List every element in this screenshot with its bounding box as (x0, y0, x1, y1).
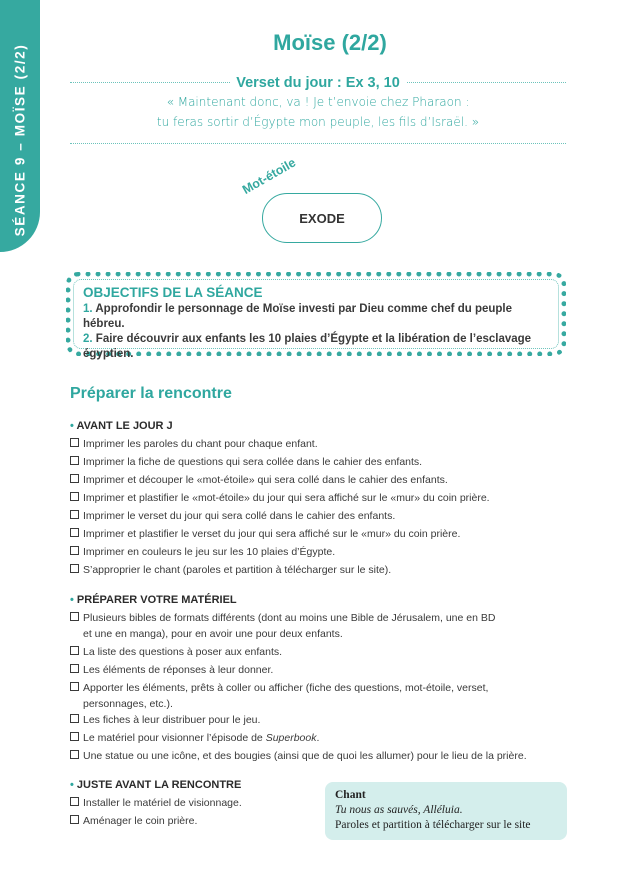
checklist-item (70, 562, 540, 578)
juste-heading (70, 779, 241, 791)
objective-1-num: 1. (83, 303, 93, 315)
checklist-item (70, 680, 540, 696)
objective-1 (83, 302, 549, 332)
side-tab-label: SÉANCE 9 – MOÏSE (2/2) (12, 43, 28, 237)
checklist-item (70, 544, 540, 560)
checklist-item (70, 436, 540, 452)
checkbox[interactable] (70, 682, 79, 691)
avant-heading-text: AVANT LE JOUR J (76, 420, 173, 432)
checklist-text: Installer le matériel de visionnage. (83, 797, 242, 809)
checklist-item (70, 454, 540, 470)
objective-2-text: Faire découvrir aux enfants les 10 plaies d’Égypte et la libération de l’esclavage égyptien. (83, 333, 532, 360)
checklist-text: Imprimer et découper le «mot-étoile» qui sera collé dans le cahier des enfants. (83, 474, 448, 486)
checklist-text: Apporter les éléments, prêts à coller ou afficher (fiche des questions, mot-étoile, verset, (83, 682, 489, 694)
checklist-text: Les fiches à leur distribuer pour le jeu. (83, 714, 261, 726)
chant-title: Chant (335, 789, 366, 801)
checklist-text: Les éléments de réponses à leur donner. (83, 664, 274, 676)
checklist-text: Imprimer et plastifier le «mot-étoile» du jour qui sera affiché sur le «mur» du coin prière. (83, 492, 490, 504)
section-title: Préparer la rencontre (70, 385, 232, 402)
checklist-item-continuation: et une en manga), pour en avoir une pour deux enfants. (83, 628, 343, 640)
checklist-item (70, 795, 310, 811)
checklist-item (70, 712, 540, 728)
checkbox[interactable] (70, 474, 79, 483)
checklist-text: Imprimer les paroles du chant pour chaque enfant. (83, 438, 318, 450)
avant-bullet: • (70, 420, 74, 432)
verse-title: Verset du jour : Ex 3, 10 (230, 75, 406, 91)
chant-lyric: Tu nous as sauvés, Alléluia. (335, 804, 463, 816)
checklist-item (70, 508, 540, 524)
checklist-item (70, 490, 540, 506)
chant-note: Paroles et partition à télécharger sur le site (335, 819, 531, 831)
checkbox[interactable] (70, 714, 79, 723)
checklist-item (70, 526, 540, 542)
materiel-bullet: • (70, 594, 74, 606)
objective-1-text: Approfondir le personnage de Moïse investi par Dieu comme chef du peuple hébreu. (83, 303, 513, 330)
side-tab (0, 0, 40, 252)
checklist-item (70, 730, 540, 746)
checklist-item (70, 610, 540, 626)
checklist-text: Imprimer le verset du jour qui sera collé dans le cahier des enfants. (83, 510, 396, 522)
checklist-item (70, 662, 540, 678)
checkbox[interactable] (70, 510, 79, 519)
checklist-text: La liste des questions à poser aux enfants. (83, 646, 283, 658)
checklist-text: Imprimer en couleurs le jeu sur les 10 plaies d’Égypte. (83, 546, 336, 558)
checklist-text: Le matériel pour visionner l’épisode de (83, 732, 266, 744)
checklist-text: Plusieurs bibles de formats différents (dont au moins une Bible de Jérusalem, une en BD (83, 612, 496, 624)
mot-etoile-word: EXODE (262, 193, 382, 243)
juste-heading-text: JUSTE AVANT LA RENCONTRE (76, 779, 242, 791)
checkbox[interactable] (70, 732, 79, 741)
checkbox[interactable] (70, 546, 79, 555)
checkbox[interactable] (70, 646, 79, 655)
checklist-item (70, 813, 310, 829)
checklist-text: Imprimer la fiche de questions qui sera collée dans le cahier des enfants. (83, 456, 423, 468)
avant-heading (70, 420, 173, 432)
checklist-item-continuation: personnages, etc.). (83, 698, 173, 710)
checklist-item (70, 748, 560, 764)
checkbox[interactable] (70, 528, 79, 537)
checkbox[interactable] (70, 797, 79, 806)
materiel-heading-text: PRÉPARER VOTRE MATÉRIEL (76, 594, 237, 606)
checklist-item (70, 644, 540, 660)
verse-box (70, 75, 566, 144)
checkbox[interactable] (70, 438, 79, 447)
checkbox[interactable] (70, 456, 79, 465)
checklist-text-suffix: . (316, 732, 320, 744)
objectives-title: OBJECTIFS DE LA SÉANCE (83, 285, 263, 300)
checkbox[interactable] (70, 664, 79, 673)
objectives-box (66, 272, 566, 360)
chant-box (325, 782, 567, 840)
checklist-text: Imprimer et plastifier le verset du jour qui sera affiché sur le «mur» du coin prière. (83, 528, 461, 540)
checklist-text: S’approprier le chant (paroles et partition à télécharger sur le site). (83, 564, 392, 576)
checklist-text: Aménager le coin prière. (83, 815, 198, 827)
verse-line-2: tu feras sortir d’Égypte mon peuple, les fils d’Israël. » (156, 115, 480, 129)
checkbox[interactable] (70, 492, 79, 501)
checkbox[interactable] (70, 564, 79, 573)
mot-etoile-label: Mot-étoile (240, 155, 299, 197)
objective-2 (83, 332, 549, 362)
page-title: Moïse (2/2) (273, 30, 387, 55)
materiel-heading (70, 594, 237, 606)
checklist-item (70, 472, 540, 488)
checkbox[interactable] (70, 612, 79, 621)
verse-line-1: « Maintenant donc, va ! Je t’envoie chez Pharaon : (166, 95, 470, 109)
checklist-text: Une statue ou une icône, et des bougies (ainsi que de quoi les allumer) pour le lieu de la prière. (83, 750, 527, 762)
checkbox[interactable] (70, 815, 79, 824)
objective-2-num: 2. (83, 333, 93, 345)
checkbox[interactable] (70, 750, 79, 759)
juste-bullet: • (70, 779, 74, 791)
superbook-title: Superbook (265, 732, 317, 744)
